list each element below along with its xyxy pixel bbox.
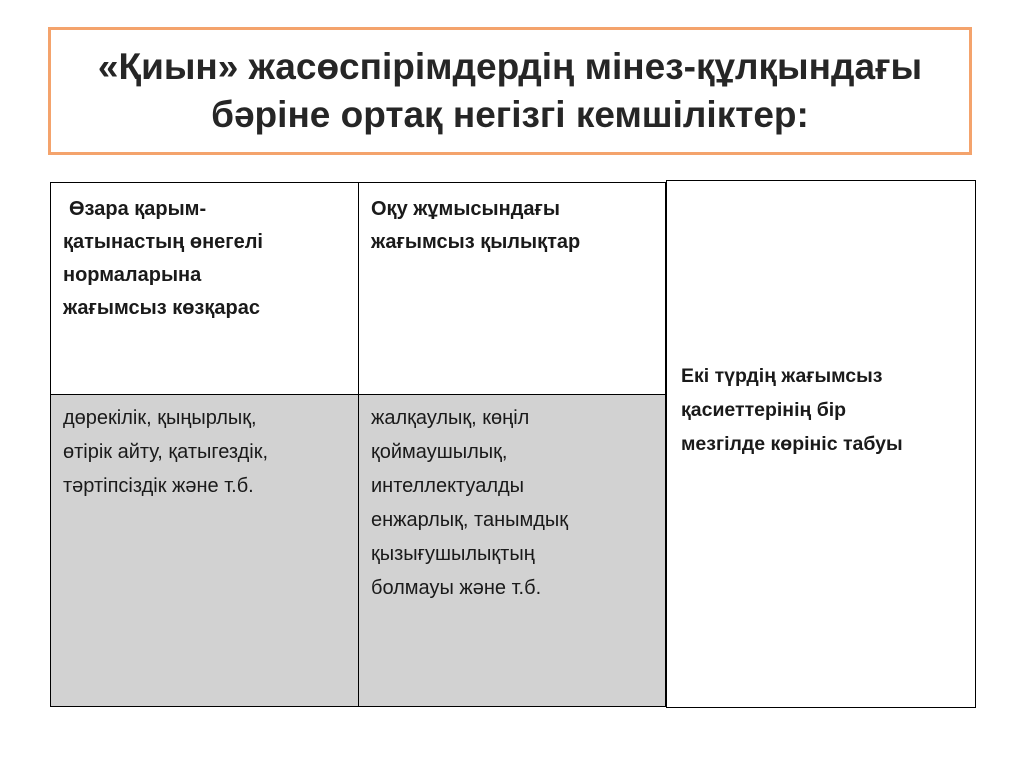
table-header-study-behavior <box>359 182 666 394</box>
title-line: «Қиын» жасөспірімдердің мінез-құлқындағы <box>97 46 923 87</box>
cell-line: дөрекілік, қыңырлық, <box>63 407 257 429</box>
title-box <box>48 27 972 155</box>
cell-line: Екі түрдің жағымсыз <box>681 365 883 387</box>
cell-line: жалқаулық, көңіл <box>371 407 530 429</box>
header-line: Өзара қарым- <box>69 198 207 220</box>
cell-line: қасиеттерінің бір <box>681 399 847 421</box>
header-line: нормаларына <box>63 264 202 286</box>
table-header-moral-norms <box>50 182 359 394</box>
cell-line: енжарлық, танымдық <box>371 509 569 531</box>
table-cell-combined <box>666 180 976 708</box>
header-line: жағымсыз көзқарас <box>63 297 260 319</box>
table-cell-moral-examples <box>50 394 359 707</box>
header-line: қатынастың өнегелі <box>63 231 263 253</box>
title-line: бәріне ортақ негізгі кемшіліктер: <box>211 94 809 135</box>
slide-title <box>98 43 922 139</box>
cell-line: болмауы және т.б. <box>371 577 542 599</box>
cell-line: тәртіпсіздік және т.б. <box>63 475 254 497</box>
cell-line: интеллектуалды <box>371 475 525 497</box>
table-cell-study-examples <box>359 394 666 707</box>
cell-line: мезгілде көрініс табуы <box>681 433 903 455</box>
header-line: жағымсыз қылықтар <box>371 231 581 253</box>
header-line: Оқу жұмысындағы <box>371 198 560 220</box>
cell-line: қоймаушылық, <box>371 441 508 463</box>
cell-line: қызығушылықтың <box>371 543 535 565</box>
cell-line: өтірік айту, қатыгездік, <box>63 441 269 463</box>
